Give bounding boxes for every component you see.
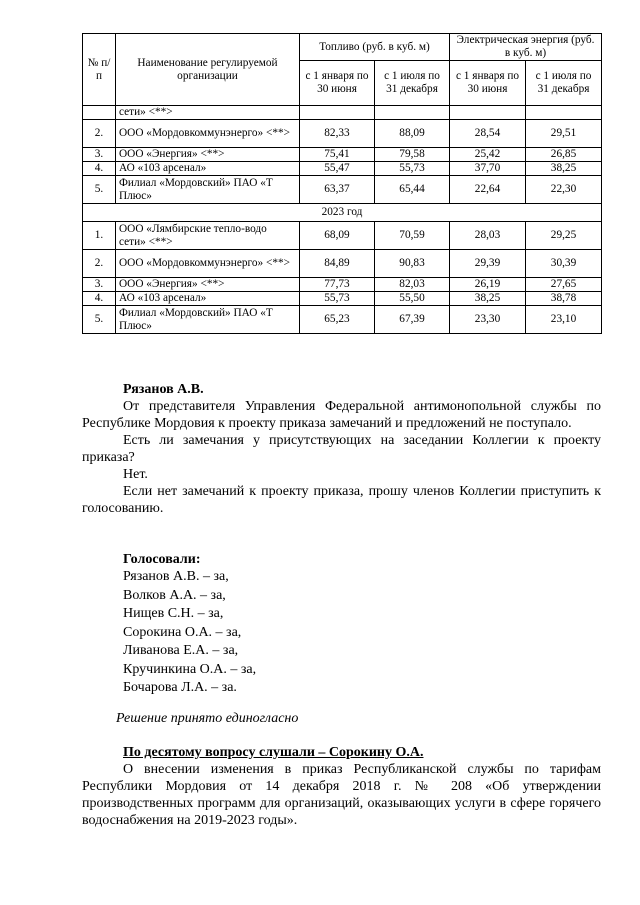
table-header-row: [83, 34, 602, 61]
tariff-table: [82, 33, 602, 334]
table-row: 5. Филиал «Мордовский» ПАО «Т Плюс» 63,37 65,44 22,64 22,30: [83, 176, 602, 204]
col-header-electric: Электрическая энергия (руб. в куб. м): [450, 34, 602, 61]
paragraph-question: Есть ли замечания у присутствующих на заседании Коллегии к проекту приказа?: [82, 433, 601, 465]
tenth-question-text: О внесении изменения в приказ Республиканской службы по тарифам Республики Мордовия от 14 декабря 2018 г. № 208 «Об утверждении производственных программ для организаций, оказывающих услуги в сфере горячего водоснабжения на 2019-2023 годы».: [82, 762, 601, 828]
col-header-fuel: Топливо (руб. в куб. м): [300, 34, 450, 61]
table-row: 4. АО «103 арсенал» 55,73 55,50 38,25 38,78: [83, 292, 602, 306]
subheader-electric-h1: с 1 января по 30 июня: [450, 61, 526, 106]
subheader-fuel-h1: с 1 января по 30 июня: [300, 61, 375, 106]
col-header-num: № п/п: [83, 34, 116, 106]
subheader-fuel-h2: с 1 июля по 31 декабря: [375, 61, 450, 106]
paragraph-fas: От представителя Управления Федеральной антимонопольной службы по Республике Мордовия к проекту приказа замечаний и предложений не поступало.: [82, 399, 601, 431]
vote-item: Нищев С.Н. – за,: [123, 606, 224, 621]
table-row: 3. ООО «Энергия» <**> 77,73 82,03 26,19 27,65: [83, 278, 602, 292]
table-row: 2. ООО «Мордовкоммунэнерго» <**> 82,33 88,09 28,54 29,51: [83, 120, 602, 148]
tenth-question-heading: По десятому вопросу слушали – Сорокину О.А.: [123, 745, 424, 760]
tenth-question-block: [82, 744, 601, 829]
vote-item: Кручинкина О.А. – за,: [123, 661, 257, 677]
vote-item: Сорокина О.А. – за,: [123, 624, 242, 640]
table-row: 4. АО «103 арсенал» 55,47 55,73 37,70 38,25: [83, 162, 602, 176]
table-row: 1. ООО «Лямбирские тепло-водо сети» <**> 68,09 70,59 28,03 29,25: [83, 222, 602, 250]
table-row: 2. ООО «Мордовкоммунэнерго» <**> 84,89 90,83 29,39 30,39: [83, 250, 602, 278]
vote-item: Рязанов А.В. – за,: [123, 569, 229, 584]
voted-heading: Голосовали:: [123, 552, 201, 567]
voting-block: [82, 551, 601, 698]
vote-list: [82, 568, 601, 698]
discussion-block: [82, 381, 601, 517]
year-label: 2023 год: [83, 204, 602, 222]
vote-item: Волков А.А. – за,: [123, 587, 226, 603]
paragraph-answer: Нет.: [123, 467, 148, 482]
table-year-row: [83, 204, 602, 222]
continuation-text: сети» <**>: [116, 106, 300, 120]
subheader-electric-h2: с 1 июля по 31 декабря: [526, 61, 602, 106]
paragraph-proceed: Если нет замечаний к проекту приказа, прошу членов Коллегии приступить к голосованию.: [82, 484, 601, 516]
speaker-name: Рязанов А.В.: [123, 382, 204, 397]
table-row: 3. ООО «Энергия» <**> 75,41 79,58 25,42 26,85: [83, 148, 602, 162]
table-row-continuation: [83, 106, 602, 120]
vote-item: Ливанова Е.А. – за,: [123, 643, 239, 658]
vote-item: Бочарова Л.А. – за.: [123, 680, 237, 695]
decision-note: Решение принято единогласно: [116, 711, 299, 726]
col-header-org: Наименование регулируемой организации: [116, 34, 300, 106]
table-row: 5. Филиал «Мордовский» ПАО «Т Плюс» 65,23 67,39 23,30 23,10: [83, 306, 602, 334]
